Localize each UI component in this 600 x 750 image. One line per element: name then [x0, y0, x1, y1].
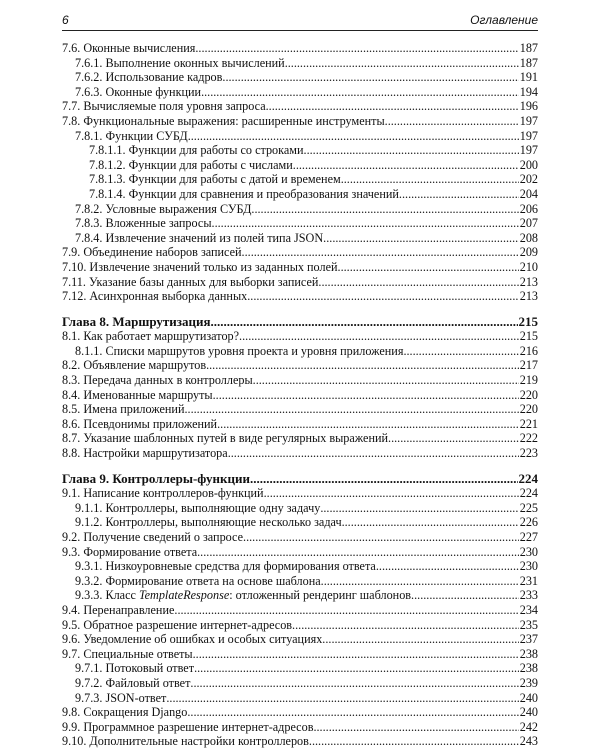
toc-entry-page: 216 — [519, 343, 538, 358]
toc-entry[interactable] — [62, 574, 538, 589]
toc-leader — [222, 70, 518, 85]
toc-entry-title: 9.7. Специальные ответы — [62, 646, 193, 661]
toc-entry[interactable] — [62, 329, 538, 344]
toc-leader — [188, 129, 519, 144]
toc-leader — [197, 545, 519, 560]
toc-section-chapter7 — [62, 41, 538, 304]
toc-leader — [318, 275, 518, 290]
toc-leader — [293, 158, 519, 173]
toc-entry-title: 9.10. Дополнительные настройки контроллеров — [62, 734, 309, 749]
toc-entry-page: 213 — [519, 289, 538, 304]
toc-entry-title: 7.8.1.2. Функции для работы с числами — [89, 157, 293, 172]
toc-entry-title-italic: TemplateResponse — [138, 588, 230, 603]
toc-entry-title: 9.6. Уведомление об ошибках и особых ситуациях — [62, 632, 323, 647]
toc-leader — [247, 289, 518, 304]
toc-entry-page: 224 — [519, 486, 538, 501]
toc-entry[interactable] — [62, 245, 538, 260]
toc-leader — [187, 705, 518, 720]
toc-leader — [211, 315, 518, 330]
toc-leader — [322, 632, 518, 647]
toc-entry-title: 7.8. Функциональные выражения: расширенные инструменты — [62, 113, 385, 128]
toc-entry-page: 237 — [519, 632, 538, 647]
toc-entry-page: 213 — [519, 274, 538, 289]
toc-entry-title: 7.8.3. Вложенные запросы — [75, 216, 212, 231]
toc-entry-title: 7.8.1.3. Функции для работы с датой и временем — [89, 172, 341, 187]
toc-entry[interactable] — [62, 530, 538, 545]
toc-entry-title: 9.7.2. Файловый ответ — [75, 675, 191, 690]
toc-entry-page: 242 — [519, 719, 538, 734]
toc-entry-title: 9.1. Написание контроллеров-функций — [62, 486, 264, 501]
toc-entry[interactable] — [62, 41, 538, 56]
toc-entry-title: 9.5. Обратное разрешение интернет-адресов — [62, 617, 293, 632]
toc-leader — [321, 574, 519, 589]
toc-entry[interactable] — [62, 603, 538, 618]
toc-entry[interactable] — [62, 691, 538, 706]
toc-entry-title: 9.7.1. Потоковый ответ — [75, 661, 195, 676]
running-title: Оглавление — [470, 13, 538, 27]
page-header — [62, 10, 538, 31]
toc-leader — [399, 187, 519, 202]
toc-chapter-9[interactable] — [62, 472, 538, 487]
toc-entry-title-prefix: 9.3.3. Класс — [75, 588, 139, 603]
toc-leader — [242, 245, 519, 260]
toc-leader — [309, 734, 519, 749]
toc-entry-title: 8.1. Как работает маршрутизатор? — [62, 329, 240, 344]
toc-leader — [194, 661, 519, 676]
toc-entry[interactable] — [62, 158, 538, 173]
toc-leader — [239, 329, 519, 344]
toc-entry-page: 225 — [519, 500, 538, 515]
toc-leader — [251, 202, 518, 217]
toc-entry[interactable] — [62, 85, 538, 100]
toc-entry-page: 222 — [519, 431, 538, 446]
toc-leader — [264, 486, 519, 501]
toc-entry-title: 7.6.1. Выполнение оконных вычислений — [75, 55, 285, 70]
toc-leader — [228, 446, 519, 461]
toc-entry-page: 231 — [519, 573, 538, 588]
toc-leader — [323, 231, 519, 246]
toc-entry[interactable] — [62, 216, 538, 231]
toc-entry[interactable] — [62, 705, 538, 720]
toc-entry-title: 9.8. Сокращения Django — [62, 705, 188, 720]
toc-entry-page: 230 — [519, 559, 538, 574]
toc-leader — [243, 530, 519, 545]
toc-entry-page: 200 — [519, 157, 538, 172]
toc-entry-page: 233 — [519, 588, 538, 603]
table-of-contents — [62, 41, 538, 749]
toc-entry-page: 226 — [519, 515, 538, 530]
toc-entry-page: 223 — [519, 446, 538, 461]
toc-section-chapter8 — [62, 329, 538, 460]
toc-entry-page: 227 — [519, 530, 538, 544]
toc-entry-page: 215 — [518, 313, 538, 329]
toc-entry-page: 224 — [518, 470, 538, 486]
toc-entry-page: 204 — [519, 186, 538, 201]
toc-entry[interactable] — [62, 275, 538, 290]
toc-entry-page: 197 — [519, 143, 538, 158]
toc-entry-page: 240 — [519, 690, 538, 705]
toc-entry-page: 206 — [519, 201, 538, 216]
toc-entry[interactable] — [62, 402, 538, 417]
toc-leader — [193, 647, 519, 662]
toc-entry-page: 240 — [519, 705, 538, 720]
toc-entry-page: 187 — [519, 55, 538, 70]
toc-entry-title: 9.2. Получение сведений о запросе — [62, 530, 244, 544]
toc-entry[interactable] — [62, 172, 538, 187]
toc-entry[interactable] — [62, 559, 538, 574]
toc-leader — [376, 559, 519, 574]
toc-entry-title: 9.3.1. Низкоуровневые средства для формирования ответа — [75, 559, 376, 574]
toc-entry[interactable] — [62, 129, 538, 144]
toc-leader — [313, 720, 518, 735]
toc-entry-title: 8.8. Настройки маршрутизатора — [62, 446, 228, 461]
toc-entry[interactable] — [62, 388, 538, 403]
toc-entry[interactable] — [62, 99, 538, 114]
toc-entry-title: 7.11. Указание базы данных для выборки записей — [62, 274, 319, 289]
toc-entry[interactable] — [62, 143, 538, 158]
toc-leader — [342, 515, 519, 530]
toc-entry[interactable] — [62, 632, 538, 647]
toc-entry-title: 9.4. Перенаправление — [62, 602, 175, 617]
toc-entry-page: 197 — [519, 128, 538, 143]
toc-leader — [388, 431, 519, 446]
toc-entry-page: 221 — [519, 416, 538, 431]
toc-leader — [266, 99, 519, 114]
toc-entry[interactable] — [62, 417, 538, 432]
toc-leader — [250, 472, 518, 487]
toc-entry-page: 191 — [519, 70, 538, 85]
toc-entry-page: 238 — [519, 661, 538, 676]
toc-entry[interactable] — [62, 720, 538, 735]
toc-leader — [174, 603, 518, 618]
toc-leader — [213, 388, 519, 403]
toc-entry-title: 7.8.1. Функции СУБД — [75, 128, 188, 143]
toc-entry-page: 194 — [519, 84, 538, 99]
toc-entry-title: 7.9. Объединение наборов записей — [62, 245, 242, 260]
toc-entry[interactable] — [62, 501, 538, 516]
toc-entry[interactable] — [62, 486, 538, 501]
toc-leader — [285, 56, 519, 71]
toc-entry-title: 7.6. Оконные вычисления — [62, 41, 196, 55]
toc-entry-title: 7.10. Извлечение значений только из заданных полей — [62, 259, 338, 274]
toc-entry-title: 7.8.2. Условные выражения СУБД — [75, 201, 252, 216]
toc-entry[interactable] — [62, 515, 538, 530]
toc-entry-title: 8.5. Имена приложений — [62, 402, 185, 417]
toc-entry-title: 7.7. Вычисляемые поля уровня запроса — [62, 99, 266, 114]
toc-entry-title: 8.3. Передача данных в контроллеры — [62, 373, 253, 388]
toc-entry[interactable] — [62, 431, 538, 446]
toc-entry-title: 9.1.2. Контроллеры, выполняющие несколько задач — [75, 515, 342, 530]
toc-entry-page: 219 — [519, 373, 538, 388]
toc-leader — [212, 216, 519, 231]
toc-entry-page: 238 — [519, 646, 538, 661]
toc-entry[interactable] — [62, 373, 538, 388]
toc-entry[interactable] — [62, 70, 538, 85]
toc-entry[interactable] — [62, 358, 538, 373]
toc-entry-page: 235 — [519, 617, 538, 632]
toc-leader — [320, 501, 518, 516]
toc-entry-page: 187 — [519, 41, 538, 55]
toc-entry-title: 7.6.2. Использование кадров — [75, 70, 223, 85]
toc-entry-title: 7.12. Асинхронная выборка данных — [62, 289, 248, 304]
toc-leader — [217, 417, 519, 432]
toc-entry[interactable] — [62, 187, 538, 202]
toc-entry[interactable] — [62, 56, 538, 71]
toc-entry[interactable] — [62, 114, 538, 129]
toc-entry-page: 220 — [519, 387, 538, 402]
toc-leader — [403, 344, 518, 359]
toc-entry-title: 7.8.1.4. Функции для сравнения и преобразования значений — [89, 186, 399, 201]
toc-entry-page: 215 — [519, 329, 538, 344]
toc-entry-page: 239 — [519, 675, 538, 690]
toc-entry-title: 8.6. Псевдонимы приложений — [62, 416, 218, 431]
toc-entry-title: 9.3.2. Формирование ответа на основе шаблона — [75, 573, 321, 588]
toc-entry-page: 220 — [519, 402, 538, 417]
toc-chapter-8[interactable] — [62, 315, 538, 330]
toc-entry-page: 210 — [519, 259, 538, 274]
toc-entry-page: 209 — [519, 245, 538, 260]
toc-entry-title: Глава 8. Маршрутизация — [62, 313, 211, 329]
toc-entry-page: 243 — [519, 734, 538, 749]
toc-entry-page: 197 — [519, 113, 538, 128]
toc-entry-title: 8.4. Именованные маршруты — [62, 387, 213, 402]
toc-entry-page: 208 — [519, 230, 538, 245]
toc-entry-title: 9.7.3. JSON-ответ — [75, 690, 167, 705]
toc-leader — [385, 114, 519, 129]
toc-entry-title: Глава 9. Контроллеры-функции — [62, 470, 250, 486]
toc-leader — [166, 691, 518, 706]
toc-entry-title: 8.2. Объявление маршрутов — [62, 358, 207, 373]
toc-leader — [195, 41, 518, 56]
toc-leader — [184, 402, 518, 417]
toc-leader — [190, 676, 518, 691]
toc-entry-title: 7.8.4. Извлечение значений из полей типа JSON — [75, 230, 324, 245]
toc-entry-page: 207 — [519, 216, 538, 231]
toc-entry-page: 202 — [519, 172, 538, 187]
page-number: 6 — [62, 13, 69, 27]
toc-entry[interactable] — [62, 618, 538, 633]
toc-leader — [292, 618, 519, 633]
toc-entry[interactable] — [62, 647, 538, 662]
toc-entry[interactable] — [62, 231, 538, 246]
toc-entry[interactable] — [62, 289, 538, 304]
toc-leader — [304, 143, 519, 158]
toc-entry-title-suffix: : отложенный рендеринг шаблонов — [229, 588, 412, 603]
toc-entry[interactable] — [62, 545, 538, 560]
toc-entry-title: 8.1.1. Списки маршрутов уровня проекта и уровня приложения — [75, 343, 404, 358]
toc-entry-title: 9.3. Формирование ответа — [62, 544, 198, 559]
toc-leader — [341, 172, 519, 187]
toc-entry[interactable] — [62, 661, 538, 676]
toc-entry-page: 217 — [519, 358, 538, 373]
toc-entry-title: 9.9. Программное разрешение интернет-адресов — [62, 719, 314, 734]
toc-entry[interactable] — [62, 734, 538, 749]
toc-leader — [253, 373, 519, 388]
toc-leader — [338, 260, 519, 275]
toc-section-chapter9 — [62, 486, 538, 749]
toc-entry-title: 9.1.1. Контроллеры, выполняющие одну задачу — [75, 500, 321, 515]
toc-entry[interactable] — [62, 676, 538, 691]
toc-entry-title: 7.8.1.1. Функции для работы со строками — [89, 143, 304, 158]
toc-entry-page: 196 — [519, 99, 538, 114]
toc-leader — [201, 85, 519, 100]
toc-entry[interactable] — [62, 202, 538, 217]
toc-leader — [411, 588, 519, 603]
toc-entry-page: 230 — [519, 544, 538, 559]
toc-entry-title: 8.7. Указание шаблонных путей в виде регулярных выражений — [62, 431, 389, 446]
toc-entry[interactable] — [62, 588, 538, 603]
toc-entry-page: 234 — [519, 602, 538, 617]
toc-entry[interactable] — [62, 344, 538, 359]
toc-entry-title: 7.6.3. Оконные функции — [75, 84, 202, 99]
toc-entry[interactable] — [62, 260, 538, 275]
toc-entry-title — [75, 588, 411, 603]
toc-leader — [206, 358, 519, 373]
toc-entry[interactable] — [62, 446, 538, 461]
